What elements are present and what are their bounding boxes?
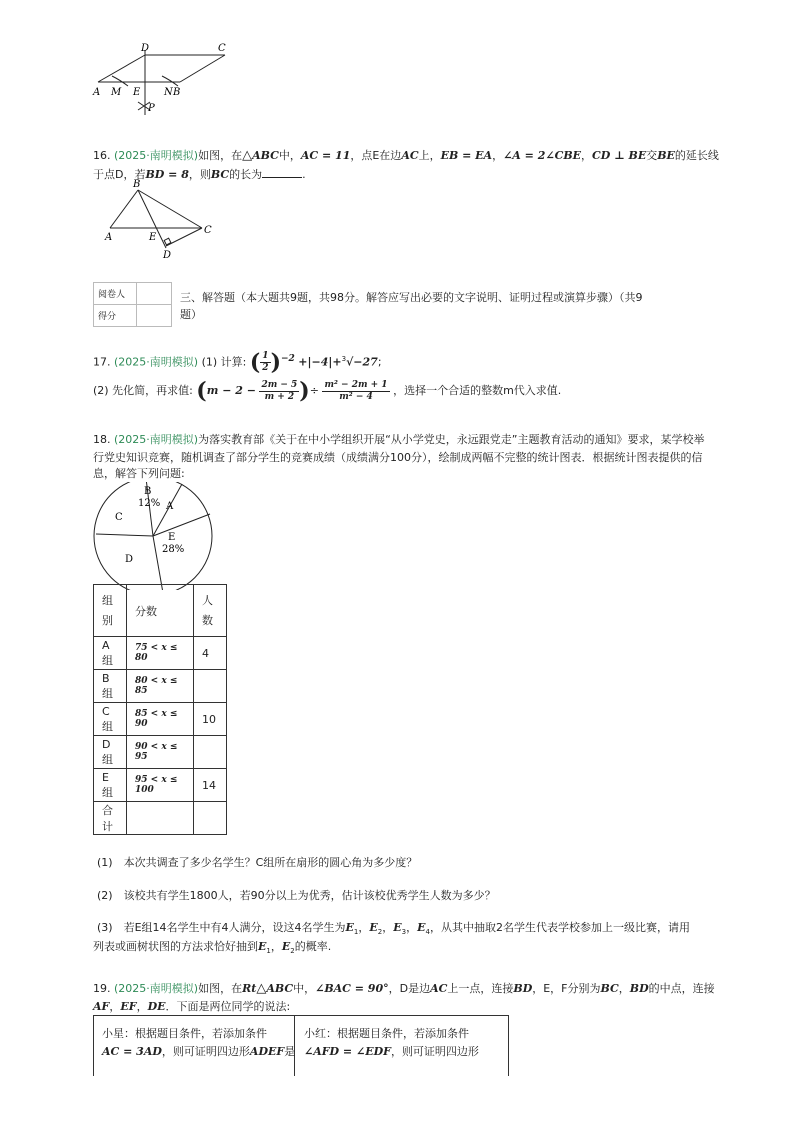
pie-label-B-pct: 12% [138,498,161,509]
grader-box [93,282,172,327]
label-C: C [218,43,226,54]
header-score: 分数 [127,585,194,637]
q18-line1: 18. (2025·南明模拟)为落实教育部《关于在中小学组织开展“从小学党史，永远跟党走”主题教育活动的通知》要求，某学校举 [93,433,705,446]
label-A: A [105,232,113,243]
pie-chart [90,482,216,590]
section3-title: 三、解答题（本大题共9题，共98分。解答应写出必要的文字说明、证明过程或演算步骤）（共9 [180,291,643,304]
header-group: 组 别 [94,585,127,637]
score-label: 得分 [94,305,137,327]
label-C: C [204,225,212,236]
label-E: E [133,87,141,98]
pie-label-E: E [168,532,176,543]
q18-line2: 行党史知识竞赛，随机调查了部分学生的竞赛成绩（成绩满分100分），绘制成两幅不完整的统计图表．根据统计图表提供的信 [93,451,703,464]
label-B: B [133,179,141,190]
table-row-total: 合计 [94,802,227,835]
q18-sub1: (1) 本次共调查了多少名学生？C组所在扇形的圆心角为多少度？ [97,856,418,869]
label-P: P [148,103,155,114]
q16-line2: 于点D，若BD = 8，则BC的长为 . [93,168,306,181]
figure-parallelogram [90,40,240,125]
table-row: E组 95 < x ≤ 100 14 [94,769,227,802]
label-M: M [111,87,122,98]
xiaoxing-statement-2: AC = 3AD，则可证明四边形ADEF是 [102,1045,296,1058]
section3-title-cont: 题） [180,308,202,321]
label-N: N [164,87,173,98]
grader-label: 阅卷人 [94,283,137,305]
q18-sub3-line2: 列表或画树状图的方法求恰好抽到$E_1$，$E_2$的概率. [93,940,332,956]
q19-line2: AF，EF，DE．下面是两位同学的说法: [93,1000,291,1013]
q19-line1: 19. (2025·南明模拟)如图，在Rt△ABC中，∠BAC = 90°，D是边AC上一点，连接BD，E，F分别为BC，BD的中点，连接 [93,981,715,996]
table-row: A组 75 < x ≤ 80 4 [94,637,227,670]
q18-sub3-line1: (3) 若E组14名学生中有4人满分，设这4名学生为$E_1$，$E_2$，$E_3$，$E_4$，从其中抽取2名学生代表学校参加上一级比赛，请用 [97,921,690,937]
xiaohong-statement-1: 小红：根据题目条件，若添加条件 [304,1027,469,1040]
q17-line2: (2) 先化简，再求值: (m − 2 − $\frac{2m - 5}{m + 2}$ )÷ $\frac{\text{m² − 2m + 1}}{\text{m² − 4}}$ ，选择一个合适的整数m代入求值. [93,378,562,404]
label-E: E [149,232,157,243]
q18-sub2: (2) 该校共有学生1800人，若90分以上为优秀，估计该校优秀学生人数为多少？ [97,889,496,902]
pie-label-B: B [144,486,152,497]
xiaoxing-statement-1: 小星：根据题目条件，若添加条件 [102,1027,267,1040]
figure-triangle-q16 [100,178,220,260]
table-row: C组 85 < x ≤ 90 10 [94,703,227,736]
header-count: 人 数 [194,585,227,637]
label-A: A [93,87,101,98]
table-row: D组 90 < x ≤ 95 [94,736,227,769]
fraction-1: $\frac{2m - 5}{m + 2}$ [261,379,298,402]
answer-blank [262,166,302,178]
score-table [93,584,227,835]
table-row: B组 80 < x ≤ 85 [94,670,227,703]
xiaohong-statement-2: ∠AFD = ∠EDF，则可证明四边形 [304,1045,479,1058]
label-B: B [173,87,181,98]
q17-line1: 17. (2025·南明模拟) (1) 计算: ( $\frac{1}{2}$ )$^{-2}$ +|−4|+$^3$√−27; [93,349,382,376]
label-D: D [163,250,172,260]
q18-line3: 息，解答下列问题: [93,467,185,480]
pie-label-E-pct: 28% [162,544,185,555]
pie-label-A: A [166,501,174,512]
label-D: D [141,43,150,54]
fraction-half: $\frac{1}{2}$ [262,351,269,374]
opinion-box [93,1015,509,1076]
pie-label-C: C [115,512,123,523]
fraction-2: $\frac{\text{m² − 2m + 1}}{\text{m² − 4}}$ [324,379,388,402]
pie-label-D: D [125,554,134,565]
q16-line1: 16. (2025·南明模拟)如图，在△ABC中，AC = 11，点E在边AC上，EB = EA，∠A = 2∠CBE，CD ⊥ BE交BE的延长线 [93,148,719,163]
